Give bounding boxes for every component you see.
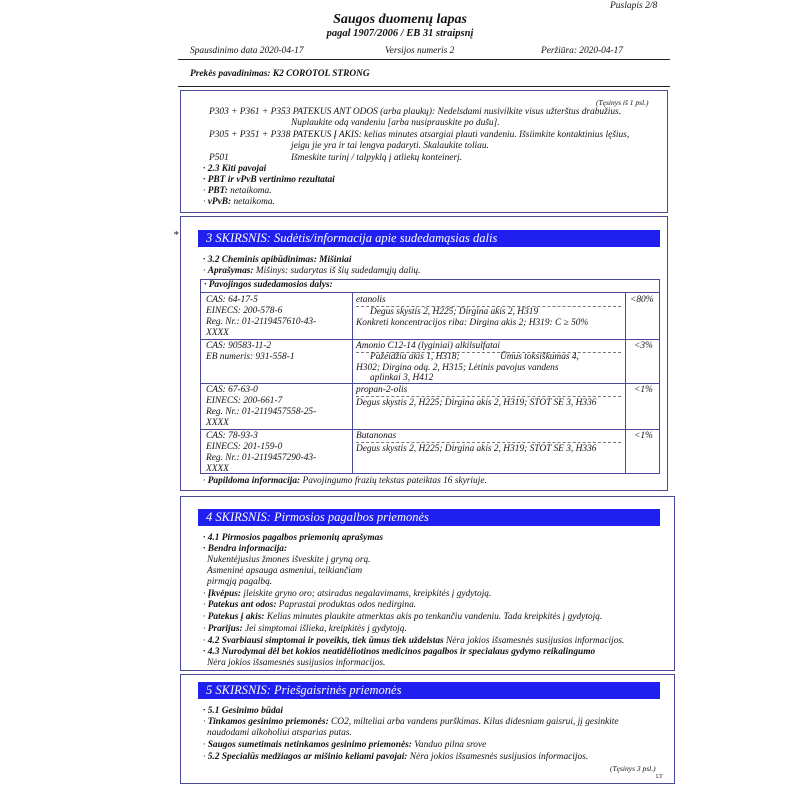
component-ec: EB numeris: 931-558-1: [206, 352, 295, 362]
general-info-line: Asmeninė apsauga asmeniui, teikiančiam: [207, 566, 363, 576]
revision-date: Peržiūra: 2020-04-17: [541, 46, 624, 56]
document-title: Saugos duomenų lapas: [333, 12, 467, 27]
medical-attention-label: · 4.3 Nurodymai dėl bet kokios neatidėliotinos medicinos pagalbos ir specialaus gydymo reikalingumo: [203, 647, 596, 657]
version-number: Versijos numeris 2: [385, 46, 455, 56]
component-classification: Degus skystis 2, H225; Dirgina akis 2, H319: [370, 307, 539, 317]
component-reg: Reg. Nr.: 01-2119457290-43-: [206, 453, 317, 463]
extinguishing-media-heading: · 5.1 Gesinimo būdai: [203, 706, 283, 716]
first-aid-description: · 4.1 Pirmosios pagalbos priemonių aprašymas: [203, 533, 383, 543]
component-classification: Ūmus toksiškumas 4,: [500, 352, 579, 362]
component-reg-suffix: XXXX: [206, 464, 229, 474]
component-classification: Degus skystis 2, H225; Dirgina akis 2, H319; STOT SE 3, H336: [356, 398, 597, 408]
eye-contact-line: · Patekus į akis: Kelias minutes plaukite atmerktas akis po tenkančiu vandeniu. Tada kreipkitės į gydytoją.: [203, 612, 603, 622]
component-reg: Reg. Nr.: 01-2119457558-25-: [206, 407, 317, 417]
component-concentration-limit: Konkreti koncentracijos riba: Dirgina akis 2; H319: C ≥ 50%: [356, 318, 589, 328]
component-reg: Reg. Nr.: 01-2119457610-43-: [206, 317, 317, 327]
component-classification: Pažeidžia akis 1, H318;: [370, 352, 460, 362]
suitable-media-line-cont: naudodami alkoholiui atsparias putas.: [207, 728, 352, 738]
table-rule: [200, 339, 660, 340]
document-subtitle: pagal 1907/2006 / EB 31 straipsnį: [326, 28, 474, 39]
component-name: Butanonas: [356, 431, 397, 441]
other-hazards-heading: · 2.3 Kiti pavojai: [203, 164, 267, 174]
product-rule: [178, 86, 670, 87]
skin-contact-line: · Patekus ant odos: Paprastai produktas odos nedirgina.: [203, 600, 417, 610]
general-info-label: · Bendra informacija:: [203, 544, 288, 554]
component-name: etanolis: [356, 295, 386, 305]
special-hazards-line: · 5.2 Specialūs medžiagos ar mišinio keliami pavojai: Nėra jokios išsamesnės susijusios informacijos.: [203, 752, 589, 762]
pbt-line: · PBT: netaikoma.: [203, 186, 272, 196]
component-cas: CAS: 67-63-0: [206, 385, 258, 395]
ingestion-line: · Prarijus: Jei simptomai išlieka, kreipkitės į gydytoją.: [203, 624, 407, 634]
component-concentration: <80%: [630, 295, 654, 305]
inhalation-line: · Įkvėpus: įleiskite gryno oro; atsiradus negalavimams, kreipkitės į gydytoją.: [203, 589, 492, 599]
header-rule: [178, 59, 670, 60]
p501-code: P501: [209, 153, 229, 163]
table-col-rule: [625, 292, 626, 474]
component-ec: EINECS: 200-578-6: [206, 306, 283, 316]
table-rule: [200, 429, 660, 430]
component-classification: aplinkai 3, H412: [370, 373, 434, 383]
component-cas: CAS: 64-17-5: [206, 295, 258, 305]
continued-from-note: (Tęsinys iš 1 psl.): [596, 98, 649, 107]
language-code: LT: [656, 774, 663, 780]
component-name: Amonio C12-14 (lyginiai) alkilsulfatai: [356, 341, 500, 351]
symptoms-line: · 4.2 Svarbiausi simptomai ir poveikis, tiek ūmus tiek uždelstas Nėra jokios išsamesnės susijusios informacijos.: [203, 636, 625, 646]
p305-statement: P305 + P351 + P338 PATEKUS Į AKIS: kelias minutes atsargiai plauti vandeniu. Išsiimkite kontaktinius lęšius,: [209, 130, 630, 140]
component-reg-suffix: XXXX: [206, 418, 229, 428]
chemical-characterization: · 3.2 Cheminis apibūdinimas: Mišiniai: [203, 255, 352, 265]
vpvb-line: · vPvB: netaikoma.: [203, 197, 275, 207]
print-date: Spausdinimo data 2020-04-17: [190, 46, 304, 56]
component-concentration: <1%: [634, 431, 653, 441]
pbt-result-heading: · PBT ir vPvB vertinimo rezultatai: [203, 175, 335, 185]
description-line: · Aprašymas: Mišinys: sudarytas iš šių sudedamųjų dalių.: [203, 266, 421, 276]
section-4-heading: 4 SKIRSNIS: Pirmosios pagalbos priemonės: [198, 509, 660, 526]
component-cas: CAS: 90583-11-2: [206, 341, 272, 351]
revision-star: *: [173, 229, 179, 241]
section-3-heading: 3 SKIRSNIS: Sudėtis/informacija apie sudedamąsias dalis: [198, 230, 660, 247]
continued-to-note: (Tęsinys 3 psl.): [610, 764, 656, 773]
general-info-line: pirmąją pagalbą.: [207, 577, 273, 587]
component-reg-suffix: XXXX: [206, 328, 229, 338]
suitable-media-line: · Tinkamos gesinimo priemonės: CO2, milteliai arba vandens purškimas. Kilus didesniam gaisrui, jį gesinkite: [203, 717, 619, 727]
components-table-title: · Pavojingos sudedamosios dalys:: [204, 280, 333, 290]
page-number: Puslapis 2/8: [610, 1, 658, 11]
component-ec: EINECS: 200-661-7: [206, 396, 283, 406]
component-name: propan-2-olis: [356, 385, 408, 395]
component-ec: EINECS: 201-159-0: [206, 442, 283, 452]
product-name: Prekės pavadinimas: K2 COROTOL STRONG: [190, 69, 370, 79]
table-col-rule: [352, 292, 353, 474]
general-info-line: Nukentėjusius žmones išveskite į gryną orą.: [207, 555, 371, 565]
component-cas: CAS: 78-93-3: [206, 431, 258, 441]
row-divider: [356, 442, 621, 443]
component-concentration: <3%: [634, 341, 653, 351]
component-classification: Degus skystis 2, H225; Dirgina akis 2, H319; STOT SE 3, H336: [356, 444, 597, 454]
p305-statement-cont: jeigu jie yra ir tai lengva padaryti. Skalaukite toliau.: [291, 141, 489, 151]
component-classification: H302; Dirgina odą. 2, H315; Lėtinis pavojus vandens: [356, 363, 559, 373]
row-divider: [356, 396, 621, 397]
p303-statement: P303 + P361 + P353 PATEKUS ANT ODOS (arba plaukų): Nedelsdami nusivilkite visus užterštus drabužius.: [209, 107, 622, 117]
section-5-heading: 5 SKIRSNIS: Priešgaisrinės priemonės: [198, 682, 660, 699]
p501-text: Išmeskite turinį / talpyklą į atliekų konteinerį.: [291, 153, 463, 163]
table-rule: [200, 292, 660, 293]
medical-attention-value: Nėra jokios išsamesnės susijusios informacijos.: [207, 658, 386, 668]
p303-statement-cont: Nuplaukite odą vandeniu [arba nusiprauskite po dušu].: [291, 118, 500, 128]
component-concentration: <1%: [634, 385, 653, 395]
unsuitable-media-line: · Saugos sumetimais netinkamos gesinimo priemonės: Vanduo pilna srove: [203, 740, 487, 750]
additional-info-line: · Papildoma informacija: Pavojingumo frazių tekstas pateiktas 16 skyriuje.: [203, 476, 487, 486]
